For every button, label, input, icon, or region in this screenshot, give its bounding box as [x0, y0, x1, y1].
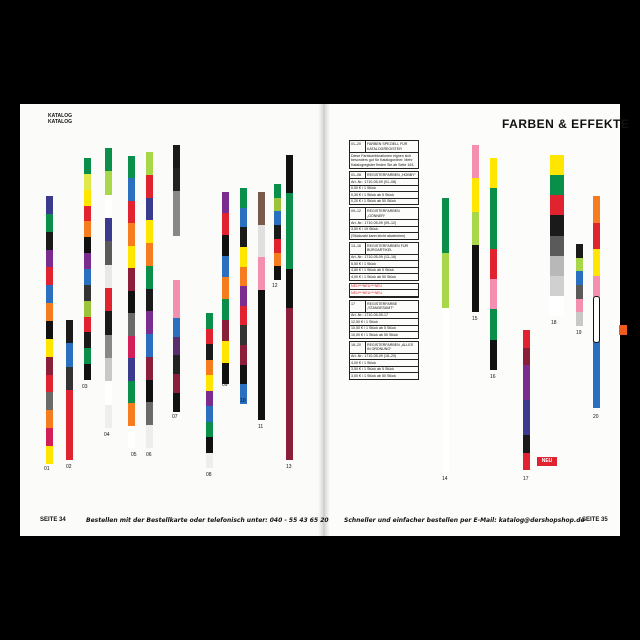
color-swatch [490, 188, 497, 218]
color-swatch [523, 383, 530, 401]
color-swatch [442, 308, 449, 363]
color-swatch [576, 271, 583, 285]
price-row: 5,50 € / 1 Stück [350, 261, 418, 268]
color-swatch [240, 247, 247, 267]
color-swatch [240, 286, 247, 306]
color-swatch [206, 453, 213, 469]
catalog-header: KATALOG KATALOG [48, 113, 72, 125]
color-swatch [222, 213, 229, 234]
footer-page-left: SEITE 34 [40, 517, 66, 523]
color-swatch [146, 175, 153, 198]
footer-text-right: Schneller und einfacher bestellen per E-Mail: katalog@dershopshop.de [344, 517, 585, 524]
color-swatch [550, 236, 564, 256]
color-swatch [240, 345, 247, 365]
color-swatch [46, 392, 53, 410]
color-swatch [206, 375, 213, 391]
color-swatch [523, 418, 530, 436]
color-swatch [66, 390, 73, 413]
color-swatch [173, 213, 180, 236]
color-swatch [173, 280, 180, 299]
price-row: 0,20 € / 1 Stück ab 50 Stück [351, 199, 396, 203]
color-swatch [128, 358, 135, 380]
strip-number: 14 [442, 476, 448, 482]
color-swatch [66, 343, 73, 366]
price-row: 4,00 € / 1 Stück ab 50 Stück [351, 274, 396, 279]
price-table [349, 140, 419, 382]
price-row: Art.-Nr.: 1710-05-09-17 [350, 313, 418, 320]
color-strip-14 [442, 198, 449, 474]
color-swatch [84, 332, 91, 348]
price-row: Art.-Nr.: 1710-05-09 (18–20) [350, 354, 418, 361]
color-strip-05 [128, 156, 135, 448]
color-swatch [46, 196, 53, 214]
color-swatch [46, 357, 53, 375]
color-swatch [274, 184, 281, 198]
color-swatch [146, 220, 153, 243]
strip-number: 15 [472, 316, 478, 322]
color-swatch [274, 253, 281, 267]
color-swatch [222, 341, 229, 362]
color-swatch [206, 313, 213, 329]
color-swatch [128, 246, 135, 268]
strip-number: 12 [272, 283, 278, 289]
color-swatch [523, 400, 530, 418]
color-swatch [173, 355, 180, 374]
color-swatch [258, 290, 265, 323]
color-swatch [105, 265, 112, 288]
color-swatch [593, 223, 600, 250]
color-swatch [576, 299, 583, 313]
color-swatch [105, 358, 112, 381]
color-swatch [286, 346, 293, 384]
block-heading: REGISTERFARBEN FÜR BÜROARTIKEL [367, 243, 409, 252]
color-swatch [105, 195, 112, 218]
price-row: 3,00 € / 1 Stück ab 50 Stück [351, 373, 396, 378]
price-row: 0,50 € / 1 Stück [350, 186, 418, 193]
color-swatch [46, 214, 53, 232]
color-swatch [472, 178, 479, 211]
color-swatch [128, 178, 135, 200]
block-key: 13–16 [350, 243, 366, 254]
strip-number: 19 [576, 330, 582, 336]
color-swatch [576, 244, 583, 258]
color-strip-17 [523, 330, 530, 470]
color-strip-18 [550, 155, 564, 316]
color-swatch [128, 156, 135, 178]
price-block [349, 140, 419, 169]
color-swatch [173, 168, 180, 191]
color-swatch [128, 201, 135, 223]
color-swatch [550, 256, 564, 276]
strip-number: 20 [593, 414, 599, 420]
price-row: 12,50 € / 1 Stück [350, 319, 418, 326]
color-strip-19 [576, 244, 583, 326]
color-swatch [490, 279, 497, 309]
color-swatch [206, 344, 213, 360]
color-swatch [442, 253, 449, 308]
color-swatch [105, 288, 112, 311]
color-swatch [173, 337, 180, 356]
block-key: 01–08 [350, 172, 366, 179]
color-swatch [240, 365, 247, 385]
color-swatch [523, 330, 530, 348]
color-swatch [286, 422, 293, 460]
color-swatch [286, 231, 293, 269]
color-swatch [128, 313, 135, 335]
color-swatch [274, 239, 281, 253]
color-strip-09 [222, 192, 229, 384]
color-swatch [146, 289, 153, 312]
color-swatch [206, 391, 213, 407]
neu-line: NEU***NEU***NEU [350, 290, 418, 297]
block-key: 01–20 [350, 141, 366, 152]
color-swatch [146, 334, 153, 357]
color-swatch [105, 335, 112, 358]
color-swatch [146, 152, 153, 175]
color-strip-12 [274, 184, 281, 280]
strip-number: 07 [172, 414, 178, 420]
color-swatch [84, 237, 91, 253]
color-strip-03 [84, 158, 91, 380]
strip-number: 05 [131, 452, 137, 458]
color-swatch [84, 317, 91, 333]
color-swatch [46, 375, 53, 393]
footer-page-right: SEITE 35 [582, 517, 608, 523]
price-row: 4,00 € / 1 Stück [350, 360, 418, 367]
color-swatch [146, 425, 153, 448]
price-block [349, 207, 419, 240]
color-swatch [128, 223, 135, 245]
price-row: 10,00 € / 1 Stück ab 50 Stück [351, 332, 398, 337]
price-block [349, 242, 419, 281]
color-swatch [576, 285, 583, 299]
color-swatch [274, 198, 281, 212]
color-swatch [146, 266, 153, 289]
color-swatch [258, 387, 265, 420]
color-swatch [240, 188, 247, 208]
price-block [349, 300, 419, 339]
color-swatch [258, 322, 265, 355]
color-swatch [550, 175, 564, 195]
color-swatch [286, 384, 293, 422]
block-key: 17 [350, 301, 366, 312]
color-swatch [576, 312, 583, 326]
color-strip-07 [173, 145, 180, 236]
color-swatch [240, 227, 247, 247]
strip-number: 17 [523, 476, 529, 482]
color-swatch [258, 257, 265, 290]
color-swatch [222, 320, 229, 341]
color-swatch [222, 192, 229, 213]
color-strip-13 [286, 155, 293, 460]
color-swatch [593, 355, 600, 382]
color-swatch [146, 311, 153, 334]
color-swatch [593, 196, 600, 223]
strip-number: 10 [240, 398, 246, 404]
footer-text-left: Bestellen mit der Bestellkarte oder telefonisch unter: 040 - 55 43 65 20 [86, 517, 329, 524]
color-swatch [173, 145, 180, 168]
strip-number: 11 [258, 424, 264, 430]
strip-number: 01 [44, 466, 50, 472]
color-swatch [46, 410, 53, 428]
color-strip-15 [472, 145, 479, 312]
strip-number: 08 [206, 472, 212, 478]
color-swatch [105, 148, 112, 171]
block-key: 18–20 [350, 342, 366, 353]
color-swatch [105, 171, 112, 194]
color-swatch [286, 155, 293, 193]
color-swatch [442, 364, 449, 419]
color-swatch [173, 318, 180, 337]
price-row: (Stückzahl kann leicht abweichen) [351, 233, 406, 238]
block-heading: FARBEN SPEZIELL FÜR KATALOGREGISTER [367, 142, 408, 151]
color-swatch [105, 241, 112, 264]
color-swatch [128, 336, 135, 358]
color-swatch [472, 145, 479, 178]
color-swatch [490, 158, 497, 188]
color-swatch [146, 357, 153, 380]
color-swatch [105, 381, 112, 404]
color-swatch [490, 249, 497, 279]
color-swatch [286, 193, 293, 231]
color-swatch [128, 381, 135, 403]
strip-number: 02 [66, 464, 72, 470]
color-swatch [146, 402, 153, 425]
color-swatch [46, 428, 53, 446]
color-swatch [206, 329, 213, 345]
color-swatch [128, 291, 135, 313]
block-heading: REGISTERFARBEN „GÖNNER“ [367, 209, 400, 218]
color-swatch [258, 225, 265, 258]
color-strip-01 [46, 196, 53, 464]
price-row: 3,50 € / 1 Stück ab 5 Stück [350, 367, 418, 374]
color-swatch [46, 232, 53, 250]
color-swatch [206, 360, 213, 376]
color-strip-02 [66, 320, 73, 460]
strip-number: 18 [551, 320, 557, 326]
color-swatch [550, 195, 564, 215]
color-swatch [105, 218, 112, 241]
strip-number: 03 [82, 384, 88, 390]
color-swatch [206, 406, 213, 422]
color-swatch [550, 155, 564, 175]
color-swatch [173, 374, 180, 393]
color-swatch [84, 158, 91, 174]
price-block [349, 341, 419, 380]
price-row: 4,80 € / 1 Stück ab 5 Stück [350, 268, 418, 275]
color-swatch [550, 296, 564, 316]
color-swatch [576, 258, 583, 272]
neu-line: NEU***NEU***NEU [350, 284, 418, 291]
color-strip-16 [490, 158, 497, 370]
strip-number: 06 [146, 452, 152, 458]
color-strip-11 [258, 192, 265, 420]
color-swatch [490, 340, 497, 370]
color-swatch [222, 299, 229, 320]
color-swatch [442, 198, 449, 253]
color-swatch [240, 325, 247, 345]
color-swatch [550, 215, 564, 235]
color-swatch [274, 225, 281, 239]
price-row: Art.-Nr.: 1710-05-09 (09–12) [350, 220, 418, 227]
neu-tab [619, 325, 627, 335]
color-swatch [46, 250, 53, 268]
color-swatch [222, 235, 229, 256]
color-swatch [173, 191, 180, 214]
strip-bracket [593, 296, 600, 343]
color-swatch [105, 311, 112, 334]
color-swatch [128, 426, 135, 448]
color-strip-07b [173, 280, 180, 412]
strip-number: 04 [104, 432, 110, 438]
color-swatch [222, 363, 229, 384]
color-swatch [66, 320, 73, 343]
color-swatch [84, 206, 91, 222]
color-swatch [173, 393, 180, 412]
color-swatch [472, 279, 479, 312]
color-swatch [46, 285, 53, 303]
color-strip-08 [206, 313, 213, 468]
color-swatch [46, 321, 53, 339]
color-swatch [46, 267, 53, 285]
color-swatch [258, 355, 265, 388]
color-swatch [222, 277, 229, 298]
color-swatch [523, 453, 530, 471]
color-swatch [550, 276, 564, 296]
block-heading: REGISTERFARBE „STANDESAMT“ [367, 301, 398, 310]
color-swatch [84, 269, 91, 285]
color-swatch [66, 367, 73, 390]
color-swatch [274, 211, 281, 225]
color-swatch [240, 306, 247, 326]
price-row: 3,50 € / 19 Stück [350, 227, 418, 234]
color-swatch [84, 190, 91, 206]
color-swatch [128, 268, 135, 290]
color-swatch [523, 348, 530, 366]
color-swatch [66, 413, 73, 436]
color-swatch [258, 192, 265, 225]
color-swatch [146, 243, 153, 266]
color-swatch [523, 365, 530, 383]
color-swatch [84, 364, 91, 380]
color-swatch [128, 403, 135, 425]
color-swatch [84, 174, 91, 190]
color-swatch [490, 309, 497, 339]
price-block [349, 171, 419, 206]
color-swatch [173, 299, 180, 318]
color-swatch [84, 348, 91, 364]
block-key: 09–12 [350, 208, 366, 219]
color-swatch [84, 221, 91, 237]
color-swatch [286, 269, 293, 307]
color-swatch [472, 212, 479, 245]
price-row: Art.-Nr.: 1710-05-09 (01–08) [350, 179, 418, 186]
price-row: 0,30 € / 1 Stück ab 5 Stück [350, 192, 418, 199]
neu-badge: NEU [537, 457, 557, 466]
color-swatch [523, 435, 530, 453]
color-swatch [84, 253, 91, 269]
color-swatch [146, 198, 153, 221]
color-strip-06 [146, 152, 153, 448]
color-swatch [240, 267, 247, 287]
color-swatch [46, 446, 53, 464]
color-swatch [206, 437, 213, 453]
color-swatch [490, 219, 497, 249]
color-swatch [84, 301, 91, 317]
book-gutter [318, 104, 330, 536]
color-swatch [274, 266, 281, 280]
color-swatch [286, 308, 293, 346]
strip-number: 13 [286, 464, 292, 470]
color-swatch [472, 245, 479, 278]
color-swatch [222, 256, 229, 277]
price-row: Diese Farbkombinationen eignen sich besonders gut für Katalogordner. Mehr Katalogregister finden Sie ab Seite 163. [351, 153, 415, 167]
color-swatch [206, 422, 213, 438]
strip-number: 09 [222, 382, 228, 388]
strip-number: 16 [490, 374, 496, 380]
color-swatch [593, 249, 600, 276]
block-heading: REGISTERFARBEN „HOBBY“ [367, 172, 416, 177]
color-swatch [240, 208, 247, 228]
page-title: FARBEN & EFFEKTE [502, 117, 630, 131]
color-swatch [84, 285, 91, 301]
color-swatch [46, 339, 53, 357]
color-swatch [593, 382, 600, 409]
price-block [349, 283, 419, 298]
color-swatch [146, 380, 153, 403]
block-heading: REGISTERFARBEN „ALLES IN ORDNUNG“ [367, 342, 414, 351]
price-row: Art.-Nr.: 1710-05-09 (13–16) [350, 255, 418, 262]
color-swatch [105, 405, 112, 428]
color-strip-10 [240, 188, 247, 404]
color-swatch [66, 437, 73, 460]
price-row: 10,50 € / 1 Stück ab 5 Stück [350, 326, 418, 333]
color-swatch [46, 303, 53, 321]
color-swatch [442, 419, 449, 474]
color-strip-04 [105, 148, 112, 428]
